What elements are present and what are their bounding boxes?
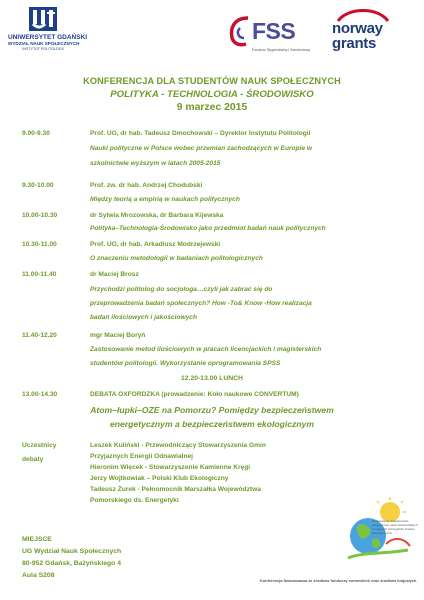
conference-title: KONFERENCJA DLA STUDENTÓW NAUK SPOŁECZNYCH <box>83 76 341 86</box>
schedule-time: 9.30-10.00 <box>22 182 54 189</box>
debate-topic: energetycznym a bezpieczeństwem ekologicznym <box>110 419 314 429</box>
schedule-title: studentów politologii. Wykorzystanie oprogramowania SPSS <box>90 360 281 367</box>
participant-line: Jerzy Wojtkowiak – Polski Klub Ekologiczny <box>90 475 229 482</box>
conference-date: 9 marzec 2015 <box>176 102 248 113</box>
debate-label: DEBATA OXFORDZKA (prowadzenie: Koło naukowe CONVERTUM) <box>90 391 299 398</box>
debate-topic: Atom–łupki–OZE na Pomorzu? Pomiędzy bezpieczeństwem <box>90 405 334 415</box>
venue-label: MIEJSCE <box>22 536 52 543</box>
schedule-title: Zastosowanie metod ilościowych w pracach licencjackich i magisterskich <box>90 346 322 353</box>
schedule-speaker: Prof. UG, dr hab. Tadeusz Dmochowski – Dyrektor Instytutu Politologii <box>90 130 311 137</box>
ug-institute: INSTYTUT POLITOLOGII <box>22 47 64 51</box>
norway-word: norway <box>332 20 383 37</box>
participant-line: Pomorskiego ds. Energetyki <box>90 497 179 504</box>
ug-faculty: WYDZIAŁ NAUK SPOŁECZNYCH <box>8 41 80 46</box>
schedule-speaker: mgr Maciej Boryń <box>90 332 146 339</box>
norway-grants-logo <box>332 8 412 51</box>
schedule-time: 11.00-11.40 <box>22 271 57 278</box>
ug-crest-icon <box>28 6 58 32</box>
schedule-title: badań ilościowych i jakościowych <box>90 314 198 321</box>
schedule-time: 9.00-9.30 <box>22 130 50 137</box>
schedule-title: Nauki polityczne w Polsce wobec przemian zachodzących w Europie w <box>90 145 313 152</box>
fss-wordmark: FSS <box>252 18 296 44</box>
participant-line: Przyjaznych Energii Odnawialnej <box>90 453 193 460</box>
schedule-title: szkolnictwie wyższym w latach 2005-2015 <box>90 160 221 167</box>
schedule-speaker: Prof. zw. dr hab. Andrzej Chodubski <box>90 182 203 189</box>
funding-note: Konferencja finansowana ze środków funduszy norweskich oraz środków krajowych. <box>260 578 418 583</box>
schedule-speaker: Prof. UG, dr hab. Arkadiusz Modrzejewski <box>90 241 221 248</box>
schedule-title: przeprowadzenia badań społecznych? How -To& Know -How realizacja <box>90 300 312 307</box>
participants-label: Uczestnicy <box>22 442 57 449</box>
schedule-time: 10.30-11.00 <box>22 241 57 248</box>
debate-time: 13.00-14.30 <box>22 391 58 398</box>
venue-line: Aula S208 <box>22 572 55 579</box>
participants-label: debaty <box>22 456 44 463</box>
schedule-speaker: dr Maciej Brosz <box>90 271 139 278</box>
participant-line: Leszek Kuliński - Przewodniczący Stowarzyszenia Gmin <box>90 442 266 449</box>
ug-logo <box>8 6 88 52</box>
lunch-break: 12.20-13.00 LUNCH <box>181 375 243 382</box>
schedule-title: Przychodzi politolog do socjologa…czyli jak zabrać się do <box>90 286 273 293</box>
schedule-speaker: dr Sylwia Mrozowska, dr Barbara Kijewska <box>90 212 224 219</box>
eco-caption: Podniesienie świadomości ekologicznej osób zamieszkałych w rejonach szczególnie Kodów Ekologicznych <box>372 519 418 535</box>
fss-subtitle: Fundusz Stypendialny i Szkoleniowy <box>252 48 311 52</box>
schedule-title: Między teorią a empirią w naukach politycznych <box>90 196 240 203</box>
participant-line: Hieronim Więcek - Stowarzyszenie Kamienne Kręgi <box>90 464 251 471</box>
ug-name: UNIWERSYTET GDAŃSKI <box>8 34 88 41</box>
venue-line: UG Wydział Nauk Społecznych <box>22 548 122 555</box>
schedule-time: 10.00-10.30 <box>22 212 58 219</box>
grants-word: grants <box>332 35 377 52</box>
schedule-title: O znaczeniu metodologii w badaniach politologicznych <box>90 255 263 262</box>
schedule-title: Polityka–Technologia-Środowisko jako przedmiot badań nauk politycznych <box>90 225 326 232</box>
participant-line: Tadeusz Żurek - Pełnomocnik Marszałka Województwa <box>90 486 261 493</box>
schedule-time: 11.40-12.20 <box>22 332 57 339</box>
venue-line: 80-952 Gdańsk, Bażyńskiego 4 <box>22 560 121 567</box>
conference-subtitle: POLITYKA - TECHNOLOGIA - ŚRODOWISKO <box>110 89 314 100</box>
